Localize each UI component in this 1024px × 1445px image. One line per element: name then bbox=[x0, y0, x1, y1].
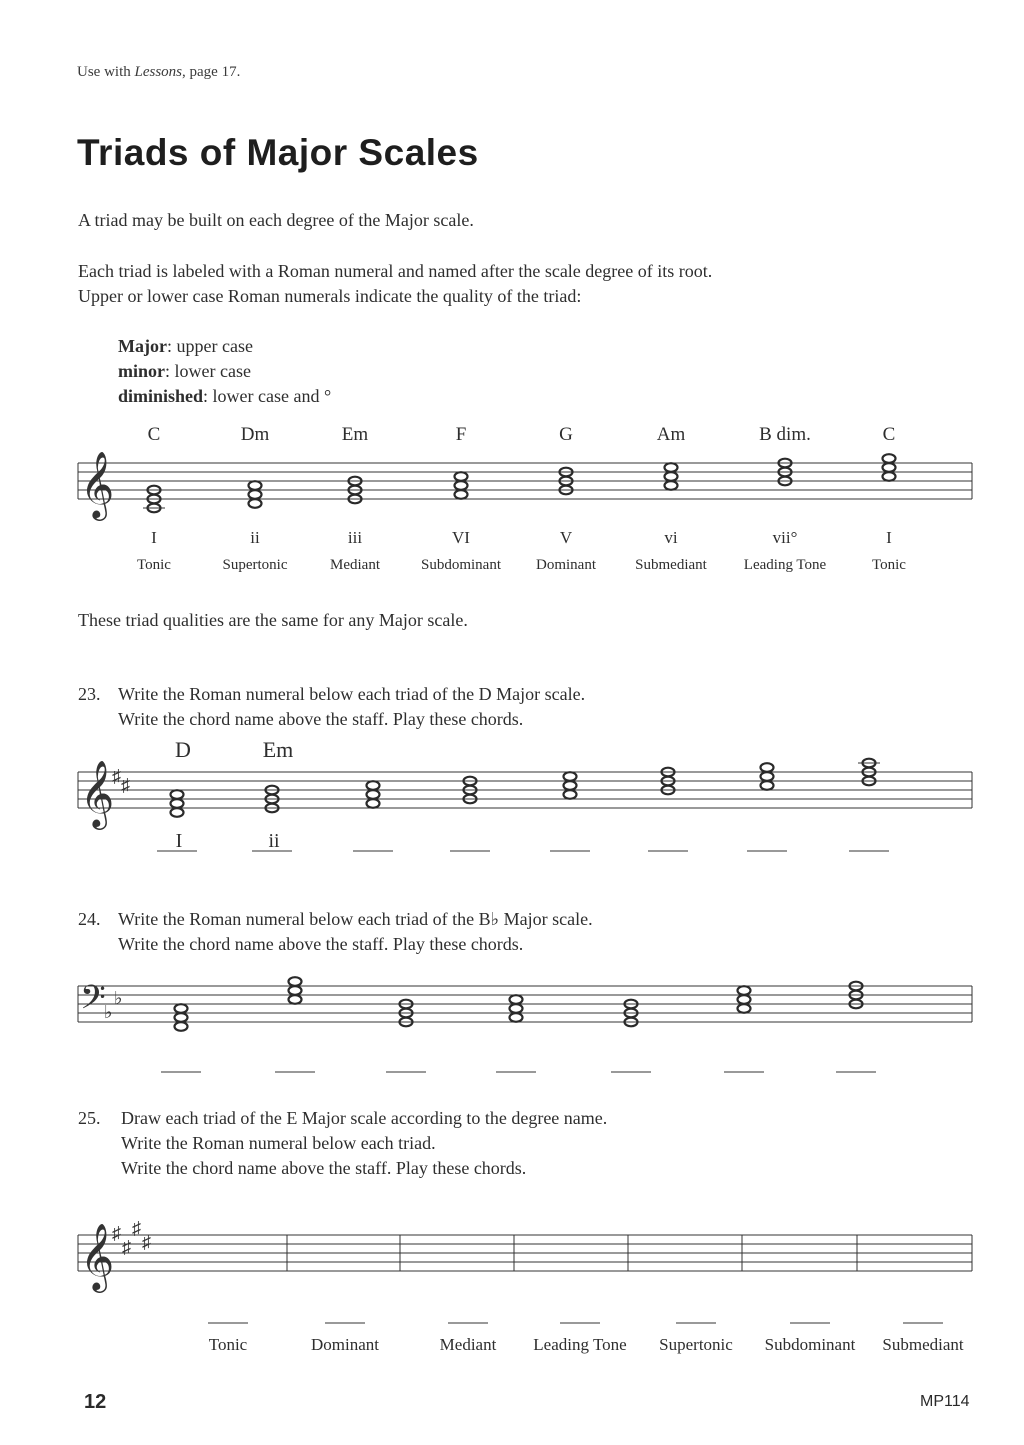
triad-chord bbox=[510, 995, 523, 1022]
scale-degree-name: Mediant bbox=[330, 557, 380, 573]
whole-note bbox=[510, 995, 523, 1004]
whole-note bbox=[761, 781, 774, 790]
triad-chord bbox=[761, 763, 774, 790]
exercise-25-instruction-2: Write the Roman numeral below each triad. bbox=[121, 1133, 436, 1153]
intro-paragraph-1: A triad may be built on each degree of the Major scale. bbox=[78, 210, 474, 230]
chord-name: G bbox=[559, 424, 573, 445]
whole-note bbox=[510, 1004, 523, 1013]
whole-note bbox=[289, 995, 302, 1004]
triad-chord bbox=[665, 463, 678, 490]
whole-note bbox=[564, 781, 577, 790]
sharp-icon: ♯ bbox=[142, 1232, 151, 1252]
whole-note bbox=[249, 481, 262, 490]
roman-numeral: iii bbox=[347, 528, 363, 547]
sharp-icon: ♯ bbox=[132, 1218, 141, 1238]
roman-numeral: vi bbox=[664, 528, 678, 547]
scale-degree-name: Supertonic bbox=[222, 557, 288, 573]
whole-note bbox=[289, 986, 302, 995]
whole-note bbox=[249, 499, 262, 508]
scale-degree-name: Dominant bbox=[536, 557, 596, 573]
scale-degree-name: Leading Tone bbox=[743, 557, 827, 573]
chord-name: C bbox=[147, 424, 161, 445]
whole-note bbox=[175, 1004, 188, 1013]
roman-numeral: vii° bbox=[772, 528, 798, 547]
exercise-24-instruction-2: Write the chord name above the staff. Play these chords. bbox=[118, 934, 524, 954]
whole-note bbox=[367, 799, 380, 808]
page-number: 12 bbox=[84, 1391, 107, 1413]
exercise-24-number: 24. bbox=[78, 909, 101, 929]
chord-name: C bbox=[882, 424, 896, 445]
whole-note bbox=[564, 790, 577, 799]
chord-name: Am bbox=[656, 424, 686, 445]
example-staff bbox=[78, 463, 972, 499]
whole-note bbox=[883, 463, 896, 472]
chord-name: B dim. bbox=[759, 424, 811, 445]
scale-degree-name: Leading Tone bbox=[533, 1335, 627, 1354]
whole-note bbox=[738, 1004, 751, 1013]
whole-note bbox=[171, 808, 184, 817]
scale-degree-name: Supertonic bbox=[659, 1335, 733, 1354]
whole-note bbox=[665, 481, 678, 490]
whole-note bbox=[455, 490, 468, 499]
treble-clef-icon: 𝄞 bbox=[80, 1224, 115, 1289]
chord-name: Em bbox=[341, 424, 369, 445]
roman-numeral: V bbox=[559, 528, 573, 547]
treble-clef-icon: 𝄞 bbox=[80, 761, 115, 826]
page-title: Triads of Major Scales bbox=[77, 132, 479, 173]
chord-name: Dm bbox=[240, 424, 270, 445]
sharp-icon: ♯ bbox=[122, 1237, 131, 1257]
exercise-23-instruction-1: Write the Roman numeral below each triad of the D Major scale. bbox=[118, 684, 586, 704]
chord-name: F bbox=[455, 424, 467, 445]
exercise-23-staff-figure bbox=[0, 730, 1024, 865]
exercise-24-instruction-1: Write the Roman numeral below each triad of the B♭ Major scale. bbox=[118, 909, 593, 929]
whole-note bbox=[249, 490, 262, 499]
whole-note bbox=[883, 472, 896, 481]
exercise-25-instruction-1: Draw each triad of the E Major scale according to the degree name. bbox=[121, 1108, 608, 1128]
triad-chord bbox=[171, 790, 184, 817]
example-staff-figure bbox=[0, 415, 1024, 585]
legend-diminished: diminished: lower case and ° bbox=[118, 386, 332, 406]
roman-numeral: I bbox=[886, 528, 892, 547]
intro-paragraph-2: Each triad is labeled with a Roman numeral and named after the scale degree of its root. bbox=[78, 261, 713, 281]
scale-degree-name: Tonic bbox=[137, 557, 171, 573]
handwritten-roman-numeral: ii bbox=[268, 830, 280, 852]
sharp-icon: ♯ bbox=[121, 775, 130, 795]
triad-chord bbox=[738, 986, 751, 1013]
scale-degree-name: Submediant bbox=[635, 557, 707, 573]
intro-paragraph-3: Upper or lower case Roman numerals indicate the quality of the triad: bbox=[78, 286, 582, 306]
whole-note bbox=[455, 472, 468, 481]
triad-chord bbox=[367, 781, 380, 808]
whole-note bbox=[455, 481, 468, 490]
whole-note bbox=[665, 472, 678, 481]
triad-chord bbox=[289, 977, 302, 1004]
exercise-25-instruction-3: Write the chord name above the staff. Play these chords. bbox=[121, 1158, 527, 1178]
scale-degree-name: Dominant bbox=[311, 1335, 379, 1354]
exercise-25-number: 25. bbox=[78, 1108, 101, 1128]
whole-note bbox=[564, 772, 577, 781]
exercise-23-instruction-2: Write the chord name above the staff. Play these chords. bbox=[118, 709, 524, 729]
handwritten-chord-name: Em bbox=[262, 737, 294, 762]
handwritten-roman-numeral: I bbox=[175, 830, 183, 852]
roman-numeral: I bbox=[151, 528, 157, 547]
whole-note bbox=[665, 463, 678, 472]
flat-icon: ♭ bbox=[104, 1002, 113, 1022]
scale-degree-name: Subdominant bbox=[764, 1335, 856, 1354]
use-with-note: Use with Lessons, page 17. bbox=[77, 64, 241, 80]
treble-clef-icon: 𝄞 bbox=[80, 452, 115, 517]
flat-icon: ♭ bbox=[114, 988, 123, 1008]
sharp-icon: ♯ bbox=[112, 766, 121, 786]
triad-chord bbox=[249, 481, 262, 508]
roman-numeral: VI bbox=[452, 528, 470, 547]
roman-numeral: ii bbox=[250, 528, 260, 547]
scale-degree-name: Tonic bbox=[872, 557, 906, 573]
whole-note bbox=[171, 799, 184, 808]
scale-degree-name: Tonic bbox=[208, 1335, 248, 1354]
exercise-23-number: 23. bbox=[78, 684, 101, 704]
triad-chord bbox=[564, 772, 577, 799]
whole-note bbox=[738, 995, 751, 1004]
whole-note bbox=[761, 763, 774, 772]
whole-note bbox=[175, 1022, 188, 1031]
scale-degree-name: Submediant bbox=[882, 1335, 964, 1354]
whole-note bbox=[171, 790, 184, 799]
scale-degree-name: Mediant bbox=[439, 1335, 497, 1354]
triad-chord bbox=[175, 1004, 188, 1031]
whole-note bbox=[367, 781, 380, 790]
whole-note bbox=[367, 790, 380, 799]
whole-note bbox=[761, 772, 774, 781]
sharp-icon: ♯ bbox=[112, 1223, 121, 1243]
legend-minor: minor: lower case bbox=[118, 361, 251, 381]
legend-major: Major: upper case bbox=[118, 336, 253, 356]
whole-note bbox=[289, 977, 302, 986]
exercise-25-staff-figure bbox=[0, 1205, 1024, 1375]
exercise-24-staff-figure bbox=[0, 960, 1024, 1080]
whole-note bbox=[883, 454, 896, 463]
scale-degree-name: Subdominant bbox=[420, 557, 502, 573]
whole-note bbox=[738, 986, 751, 995]
whole-note bbox=[175, 1013, 188, 1022]
handwritten-chord-name: D bbox=[175, 737, 191, 762]
bass-clef-icon: 𝄢 bbox=[80, 979, 106, 1024]
catalog-code: MP114 bbox=[920, 1393, 970, 1410]
triad-chord bbox=[455, 472, 468, 499]
whole-note bbox=[510, 1013, 523, 1022]
triad-chord bbox=[883, 454, 896, 481]
qualities-note: These triad qualities are the same for any Major scale. bbox=[78, 610, 468, 630]
